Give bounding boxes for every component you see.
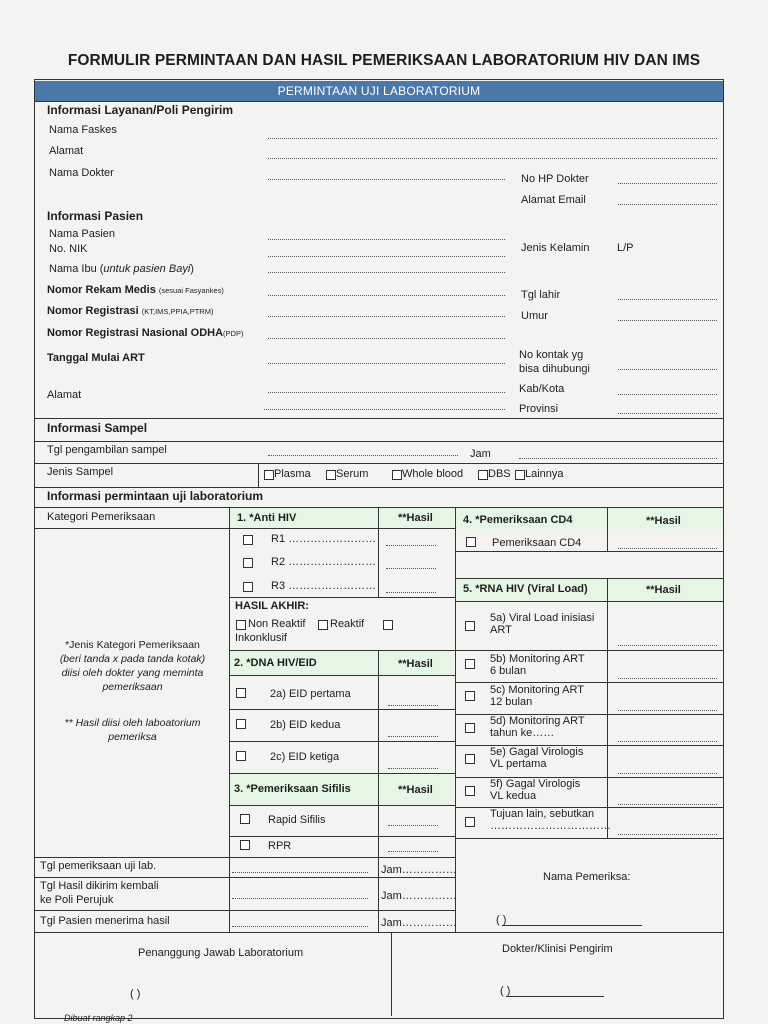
jam-pemeriksaan[interactable]: Jam…………… xyxy=(381,864,457,876)
tgl-pasien-label: Tgl Pasien menerima hasil xyxy=(40,915,170,927)
whole-blood-checkbox[interactable] xyxy=(392,470,402,480)
jam-hasil[interactable]: Jam…………… xyxy=(381,890,457,902)
reaktif-label: Reaktif xyxy=(330,618,365,630)
no-kontak-label-2: bisa dihubungi xyxy=(519,363,590,375)
divider xyxy=(607,578,608,838)
divider xyxy=(229,773,455,774)
divider xyxy=(229,741,455,742)
eid-ketiga-hasil-field[interactable] xyxy=(388,768,438,769)
tgl-pemeriksaan-label: Tgl pemeriksaan uji lab. xyxy=(40,860,157,872)
divider xyxy=(229,836,455,837)
monitoring-12-label: 5c) Monitoring ART 12 bulan xyxy=(490,684,584,708)
tgl-pengambilan-field[interactable] xyxy=(268,455,458,456)
kab-kota-field[interactable] xyxy=(618,394,717,395)
jam-field[interactable] xyxy=(519,458,717,459)
tanggal-art-field[interactable] xyxy=(268,363,505,364)
divider xyxy=(35,528,229,529)
vl-inisiasi-checkbox[interactable] xyxy=(465,621,475,631)
rapid-sifilis-hasil-field[interactable] xyxy=(388,825,438,826)
lainnya-checkbox[interactable] xyxy=(515,470,525,480)
eid-ketiga-checkbox[interactable] xyxy=(236,751,246,761)
monitoring-tahun-label: 5d) Monitoring ART tahun ke…… xyxy=(490,715,585,739)
cd4-header: 4. *Pemeriksaan CD4 xyxy=(463,514,573,526)
tgl-pemeriksaan-field[interactable] xyxy=(232,872,368,873)
eid-pertama-hasil-field[interactable] xyxy=(388,705,438,706)
nama-faskes-label: Nama Faskes xyxy=(49,124,117,136)
rpr-hasil-field[interactable] xyxy=(388,851,438,852)
nik-label: No. NIK xyxy=(49,243,88,255)
gagal-vl-pertama-checkbox[interactable] xyxy=(465,754,475,764)
divider xyxy=(35,441,723,442)
cd4-label: Pemeriksaan CD4 xyxy=(492,537,582,549)
divider xyxy=(229,650,455,651)
gagal-vl-pertama-hasil-field[interactable] xyxy=(618,773,717,774)
dna-hasil-header: **Hasil xyxy=(398,658,433,670)
lainnya-label: Lainnya xyxy=(525,468,564,480)
viral-header: 5. *RNA HIV (Viral Load) xyxy=(463,583,588,595)
r2-label: R2 …………………… xyxy=(271,556,377,568)
pasien-heading: Informasi Pasien xyxy=(47,209,144,223)
nama-dokter-field[interactable] xyxy=(268,179,505,180)
no-hp-dokter-label: No HP Dokter xyxy=(521,173,589,185)
divider xyxy=(35,857,455,858)
divider xyxy=(378,507,379,597)
rapid-sifilis-label: Rapid Sifilis xyxy=(268,814,326,826)
cd4-hasil-header: **Hasil xyxy=(646,515,681,527)
gagal-vl-kedua-hasil-field[interactable] xyxy=(618,804,717,805)
rekam-medis-field[interactable] xyxy=(268,295,505,296)
jenis-sampel-label: Jenis Sampel xyxy=(47,466,114,478)
alamat-pasien-label: Alamat xyxy=(47,389,82,401)
r3-label: R3 …………………… xyxy=(271,580,377,592)
eid-kedua-hasil-field[interactable] xyxy=(388,736,438,737)
divider xyxy=(455,601,723,602)
penanggung-jawab-signature[interactable]: ( ) xyxy=(130,988,141,1000)
r3-checkbox[interactable] xyxy=(243,582,253,592)
rpr-checkbox[interactable] xyxy=(240,840,250,850)
kategori-label: Kategori Pemeriksaan xyxy=(47,511,156,523)
inkonklusif-checkbox[interactable] xyxy=(383,620,393,630)
monitoring-tahun-checkbox[interactable] xyxy=(465,723,475,733)
kategori-note: *Jenis Kategori Pemeriksaan (beri tanda x pada tanda kotak) diisi oleh dokter yang meminta pemeriksaan xyxy=(59,639,206,693)
plasma-checkbox[interactable] xyxy=(264,470,274,480)
plasma-label: Plasma xyxy=(274,468,311,480)
r1-hasil-field[interactable] xyxy=(386,545,436,546)
provinsi-label: Provinsi xyxy=(519,403,559,415)
no-kontak-label-1: No kontak yg xyxy=(519,349,584,361)
eid-kedua-label: 2b) EID kedua xyxy=(270,719,341,731)
nama-pasien-label: Nama Pasien xyxy=(49,228,116,240)
divider xyxy=(35,910,455,911)
divider xyxy=(455,551,723,552)
viral-hasil-header: **Hasil xyxy=(646,584,681,596)
rpr-label: RPR xyxy=(268,840,292,852)
eid-pertama-checkbox[interactable] xyxy=(236,688,246,698)
r2-hasil-field[interactable] xyxy=(386,568,436,569)
section-banner: PERMINTAAN UJI LABORATORIUM xyxy=(35,81,723,101)
nama-dokter-label: Nama Dokter xyxy=(49,167,114,179)
nama-pemeriksa-line xyxy=(502,925,642,926)
divider xyxy=(35,877,455,878)
r3-hasil-field[interactable] xyxy=(386,592,436,593)
divider xyxy=(229,805,455,806)
tgl-hasil-label: Tgl Hasil dikirim kembali ke Poli Perujuk xyxy=(40,880,159,906)
tujuan-lain-hasil-field[interactable] xyxy=(618,834,717,835)
divider xyxy=(35,932,723,933)
alamat-pasien-field-1[interactable] xyxy=(268,392,505,393)
tanggal-art-label: Tanggal Mulai ART xyxy=(47,352,145,364)
nama-faskes-field[interactable] xyxy=(268,138,717,139)
cd4-hasil-field[interactable] xyxy=(618,548,717,549)
divider xyxy=(229,675,455,676)
hasil-akhir-label: HASIL AKHIR: xyxy=(235,600,309,612)
no-hp-dokter-field[interactable] xyxy=(618,183,717,184)
jenis-kelamin-label: Jenis Kelamin xyxy=(521,242,590,254)
non-reaktif-label: Non Reaktif xyxy=(248,618,306,630)
tgl-lahir-label: Tgl lahir xyxy=(521,289,561,301)
penanggung-jawab-label: Penanggung Jawab Laboratorium xyxy=(138,947,304,959)
registrasi-nasional-field[interactable] xyxy=(268,338,505,339)
registrasi-nasional-label: Nomor Registrasi Nasional ODHA(PDP) xyxy=(47,327,244,339)
r1-checkbox[interactable] xyxy=(243,535,253,545)
sifilis-hasil-header: **Hasil xyxy=(398,784,433,796)
inkonklusif-label: Inkonklusif xyxy=(235,632,287,644)
alamat-email-label: Alamat Email xyxy=(521,194,586,206)
monitoring-6-hasil-field[interactable] xyxy=(618,678,717,679)
tujuan-lain-checkbox[interactable] xyxy=(465,817,475,827)
divider xyxy=(258,463,259,487)
registrasi-field[interactable] xyxy=(268,316,505,317)
umur-field[interactable] xyxy=(618,320,717,321)
monitoring-6-label: 5b) Monitoring ART 6 bulan xyxy=(490,653,585,677)
serum-checkbox[interactable] xyxy=(326,470,336,480)
divider xyxy=(455,650,723,651)
dokter-pengirim-label: Dokter/Klinisi Pengirim xyxy=(502,943,613,955)
anti-hiv-hasil-header: **Hasil xyxy=(398,512,433,524)
nama-pasien-field[interactable] xyxy=(268,239,505,240)
reaktif-checkbox[interactable] xyxy=(318,620,328,630)
provinsi-field[interactable] xyxy=(618,413,717,414)
permintaan-heading: Informasi permintaan uji laboratorium xyxy=(47,489,264,503)
tgl-lahir-field[interactable] xyxy=(618,299,717,300)
lp-label[interactable]: L/P xyxy=(617,242,634,254)
divider xyxy=(229,507,230,932)
eid-pertama-label: 2a) EID pertama xyxy=(270,688,351,700)
tgl-pasien-field[interactable] xyxy=(232,926,368,927)
dbs-checkbox[interactable] xyxy=(478,470,488,480)
alamat-pasien-field-2[interactable] xyxy=(264,409,505,410)
anti-hiv-header: 1. *Anti HIV xyxy=(237,512,297,524)
alamat-field[interactable] xyxy=(268,158,717,159)
eid-ketiga-label: 2c) EID ketiga xyxy=(270,751,340,763)
divider xyxy=(455,838,723,839)
rekam-medis-label: Nomor Rekam Medis (sesuai Fasyankes) xyxy=(47,284,224,296)
sifilis-header: 3. *Pemeriksaan Sifilis xyxy=(234,783,351,795)
registrasi-label: Nomor Registrasi (KT,IMS,PPIA,PTRM) xyxy=(47,305,214,317)
dna-header: 2. *DNA HIV/EID xyxy=(234,657,317,669)
gagal-vl-pertama-label: 5e) Gagal Virologis VL pertama xyxy=(490,746,584,770)
no-kontak-field[interactable] xyxy=(618,369,717,370)
hasil-note: ** Hasil diisi oleh laboatorium pemeriksa xyxy=(64,717,201,743)
gagal-vl-kedua-checkbox[interactable] xyxy=(465,786,475,796)
divider xyxy=(607,507,608,551)
r2-checkbox[interactable] xyxy=(243,558,253,568)
divider xyxy=(35,487,723,488)
kab-kota-label: Kab/Kota xyxy=(519,383,565,395)
vl-inisiasi-label: 5a) Viral Load inisiasi ART xyxy=(490,612,595,636)
form-title: FORMULIR PERMINTAAN DAN HASIL PEMERIKSAAN LABORATORIUM HIV DAN IMS xyxy=(67,52,701,69)
whole-blood-label: Whole blood xyxy=(402,468,464,480)
non-reaktif-checkbox[interactable] xyxy=(236,620,246,630)
divider xyxy=(229,709,455,710)
tgl-hasil-field[interactable] xyxy=(232,898,368,899)
jam-pasien[interactable]: Jam…………… xyxy=(381,917,457,929)
layanan-heading: Informasi Layanan/Poli Pengirim xyxy=(47,103,234,117)
nama-ibu-field[interactable] xyxy=(268,272,505,273)
jam-label: Jam xyxy=(470,448,491,460)
divider xyxy=(378,857,379,932)
divider xyxy=(391,932,392,1016)
divider xyxy=(455,578,723,579)
monitoring-tahun-hasil-field[interactable] xyxy=(618,741,717,742)
monitoring-12-checkbox[interactable] xyxy=(465,691,475,701)
serum-label: Serum xyxy=(336,468,369,480)
divider xyxy=(35,463,723,464)
alamat-label: Alamat xyxy=(49,145,84,157)
divider xyxy=(35,101,723,102)
dibuat-rangkap-note: Dibuat rangkap 2 xyxy=(64,1013,133,1023)
divider xyxy=(35,418,723,419)
dbs-label: DBS xyxy=(488,468,511,480)
nama-pemeriksa-signature[interactable]: ( ) xyxy=(496,914,507,926)
gagal-vl-kedua-label: 5f) Gagal Virologis VL kedua xyxy=(490,778,581,802)
dokter-pengirim-signature[interactable]: ( ) xyxy=(500,985,511,997)
umur-label: Umur xyxy=(521,310,548,322)
nama-pemeriksa-label: Nama Pemeriksa: xyxy=(543,871,631,883)
tgl-pengambilan-label: Tgl pengambilan sampel xyxy=(47,444,167,456)
cd4-checkbox[interactable] xyxy=(466,537,476,547)
dokter-pengirim-line xyxy=(506,996,604,997)
nik-field[interactable] xyxy=(268,256,505,257)
eid-kedua-checkbox[interactable] xyxy=(236,719,246,729)
vl-inisiasi-hasil-field[interactable] xyxy=(618,645,717,646)
rapid-sifilis-checkbox[interactable] xyxy=(240,814,250,824)
monitoring-12-hasil-field[interactable] xyxy=(618,710,717,711)
nama-ibu-label: Nama Ibu (untuk pasien Bayi) xyxy=(49,263,194,275)
monitoring-6-checkbox[interactable] xyxy=(465,659,475,669)
r1-label: R1 …………………… xyxy=(271,533,377,545)
tujuan-lain-label: Tujuan lain, sebutkan …………………………… xyxy=(490,808,611,832)
sampel-heading: Informasi Sampel xyxy=(47,421,148,435)
divider xyxy=(455,682,723,683)
divider xyxy=(229,597,455,598)
divider xyxy=(378,650,379,857)
alamat-email-field[interactable] xyxy=(618,204,717,205)
